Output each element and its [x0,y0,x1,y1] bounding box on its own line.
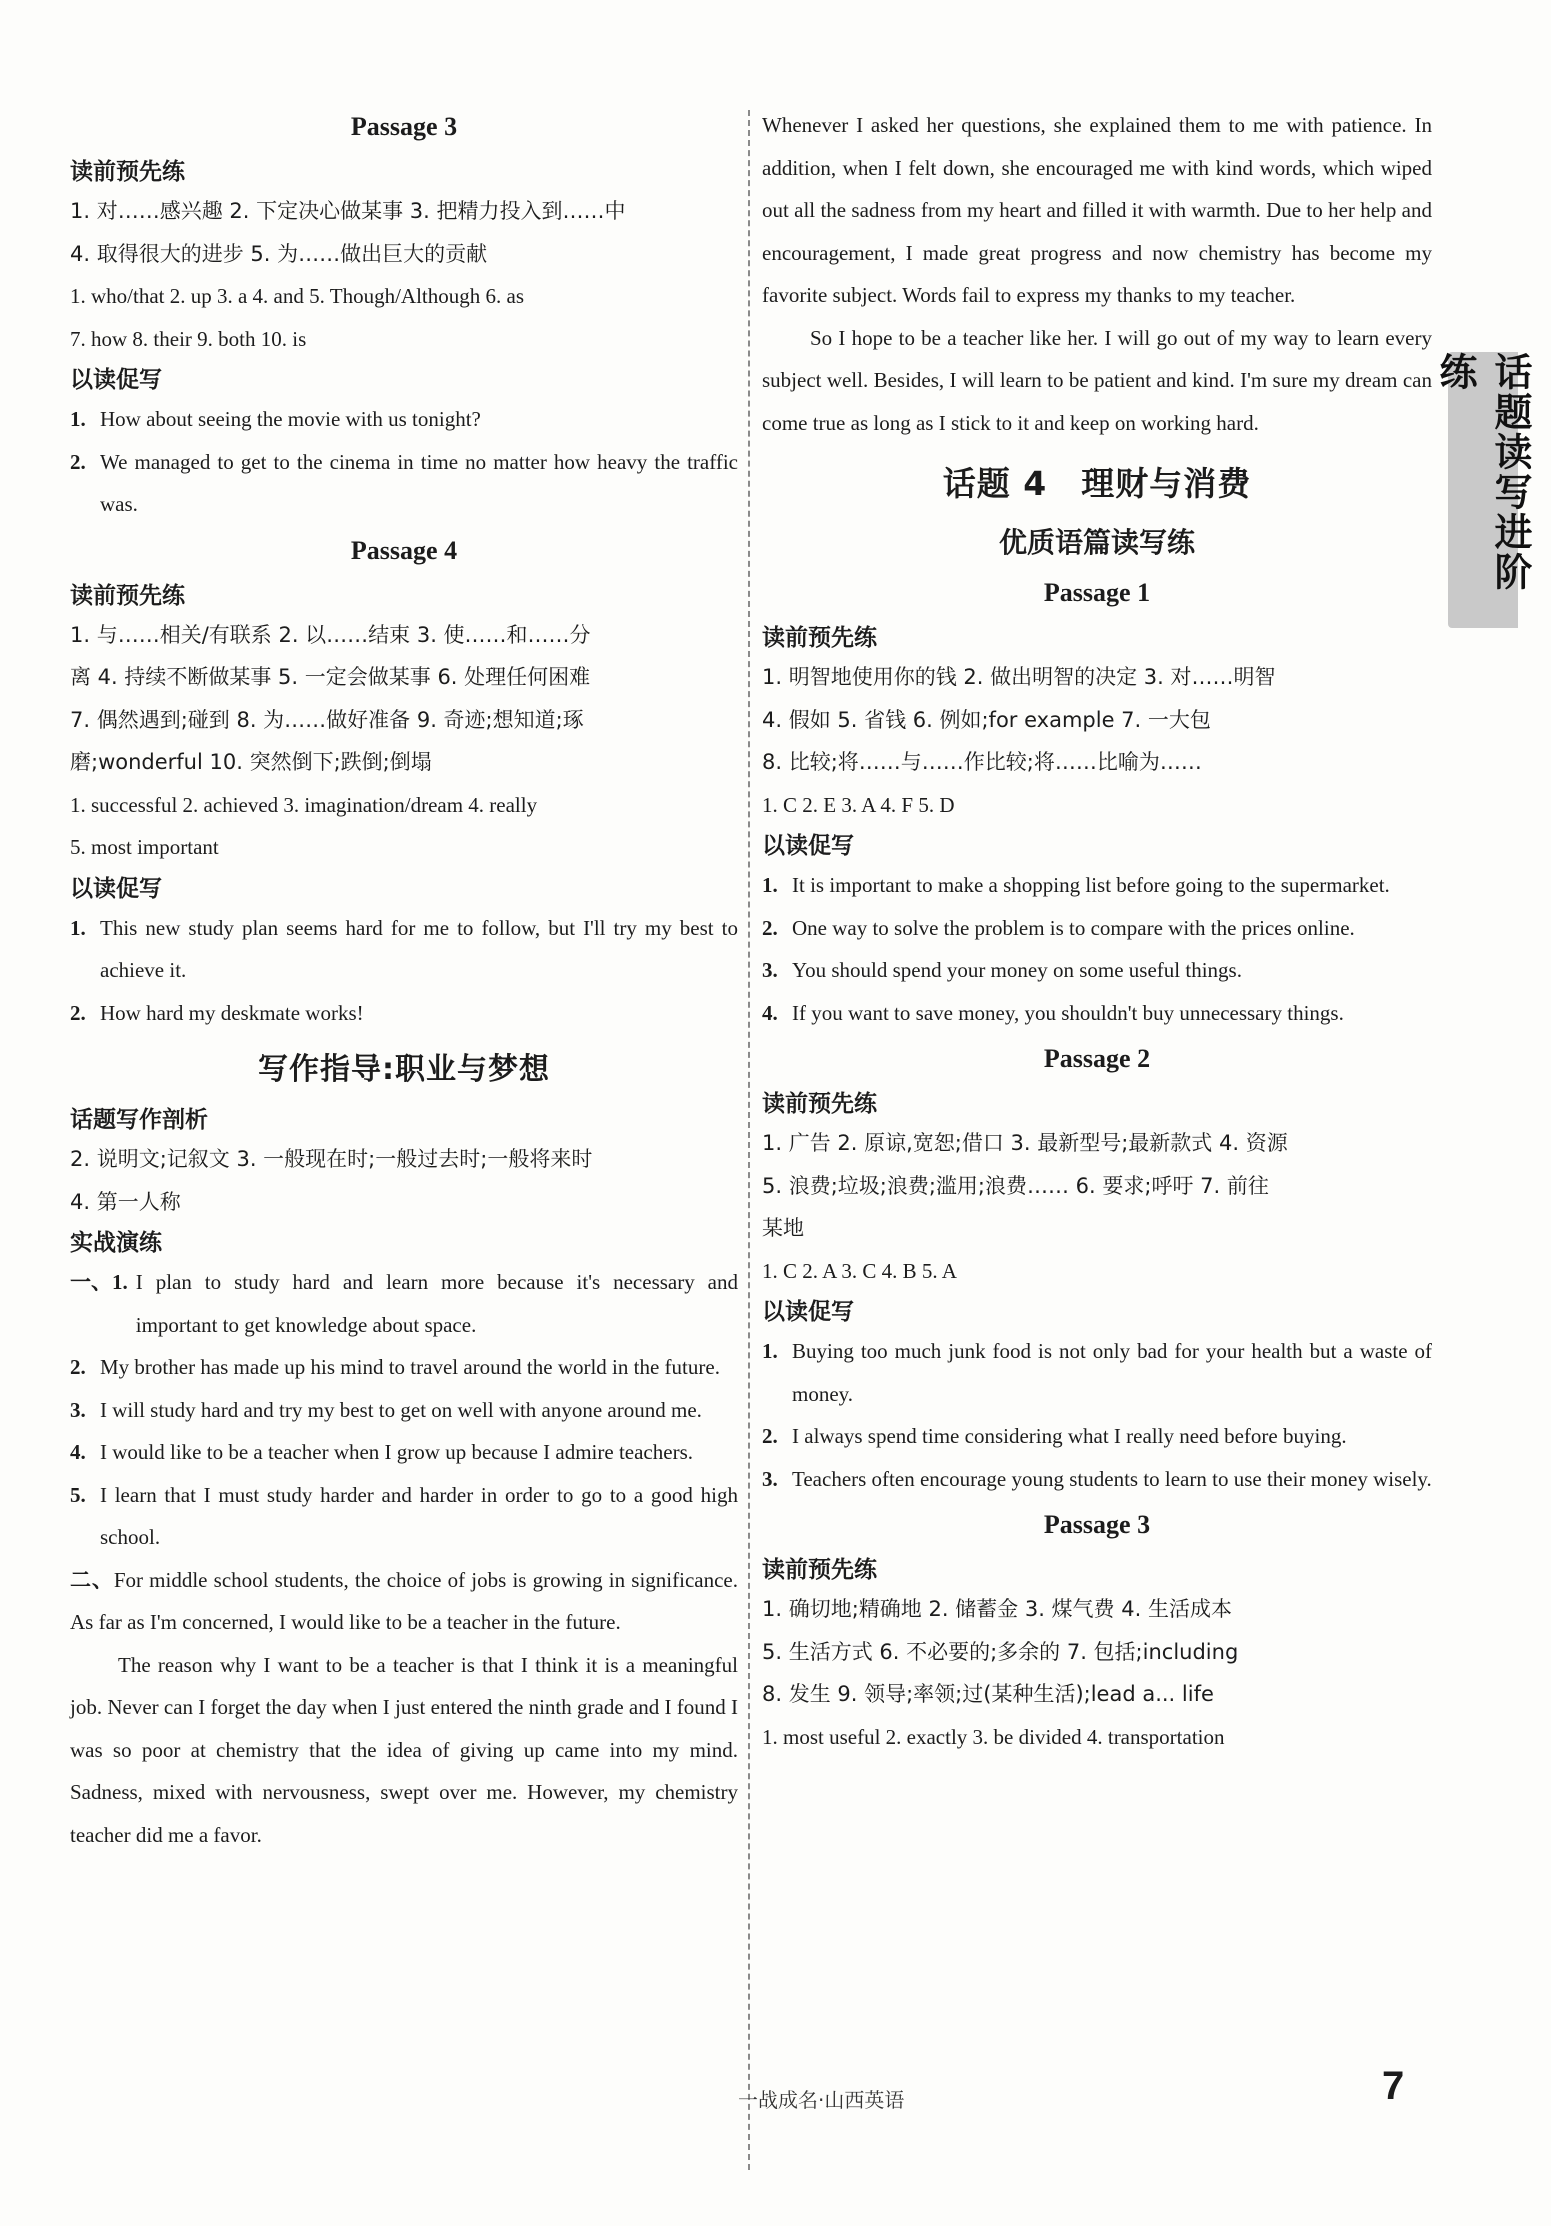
answer-line: 1. 广告 2. 原谅,宽恕;借口 3. 最新型号;最新款式 4. 资源 [762,1131,1288,1155]
right-column [762,104,1432,1758]
essay-text: For middle school students, the choice of jobs is growing in significance. As far as I'm concerned, I would like to be a teacher in the future. [70,1567,738,1634]
sentence: We managed to get to the cinema in time no matter how heavy the traffic was. [100,449,738,516]
answer-line: 离 4. 持续不断做某事 5. 一定会做某事 6. 处理任何困难 [70,665,591,689]
passage-3-title: Passage 3 [1043,1510,1151,1539]
column-divider [748,110,750,2170]
answer-line: 5. 浪费;垃圾;浪费;滥用;浪费…… 6. 要求;呼吁 7. 前往 [762,1173,1269,1198]
page-number: 7 [1382,2064,1405,2108]
footer: 一战成名·山西英语 [738,2088,905,2112]
side-tab [1433,352,1532,628]
sentence: This new study plan seems hard for me to follow, but I'll try my best to achieve it. [100,915,738,982]
sentence: Teachers often encourage young students to learn to use their money wisely. [792,1466,1432,1491]
answer-line: 4. 第一人称 [70,1189,181,1214]
sub-title: 优质语篇读写练 [998,526,1195,559]
list-item [70,1261,738,1346]
list-item: 5. I learn that I must study harder and harder in order to go to a good high school. [70,1474,738,1559]
answer-line: 7. 偶然遇到;碰到 8. 为……做好准备 9. 奇迹;想知道;琢 [70,707,584,732]
answer-line: 1. 对……感兴趣 2. 下定决心做某事 3. 把精力投入到……中 [70,199,626,223]
sentence: One way to solve the problem is to compare with the prices online. [792,915,1355,940]
list-item: 1. Buying too much junk food is not only bad for your health but a waste of money. [762,1330,1432,1415]
essay-paragraph: The reason why I want to be a teacher is that I think it is a meaningful job. Never can I forget the day when I just entered the ninth grade and I found I was so poor at chemistry that the idea of giving up came into my mind. Sadness, mixed with nervousness, swept over me. However, my chemistry teacher did me a favor. [70,1652,738,1847]
answer-line: 8. 比较;将……与……作比较;将……比喻为…… [762,750,1202,774]
section-heading: 读前预先练 [70,159,185,185]
left-column [70,106,738,1856]
list-item: 2. I always spend time considering what I really need before buying. [762,1415,1432,1458]
essay-paragraph [70,1559,738,1644]
section-heading: 话题写作剖析 [70,1107,208,1133]
sentence: I always spend time considering what I really need before buying. [792,1424,1347,1448]
sentence: I will study hard and try my best to get on well with anyone around me. [100,1397,702,1422]
section-heading: 读前预先练 [762,625,877,651]
sentence: I plan to study hard and learn more because it's necessary and important to get knowledge about space. [135,1270,738,1337]
list-item: 3. You should spend your money on some useful things. [762,949,1432,992]
answer-line: 8. 发生 9. 领导;率领;过(某种生活);lead a... life [762,1682,1214,1706]
answer-line: 1. C 2. A 3. C 4. B 5. A [762,1258,957,1283]
item-marker: 一、1. [70,1270,128,1294]
list-item: 4. I would like to be a teacher when I grow up because I admire teachers. [70,1431,738,1474]
list-item: 2. How hard my deskmate works! [70,992,738,1035]
section-heading: 以读促写 [70,875,162,902]
sentence: How about seeing the movie with us tonight? [100,407,481,431]
section-heading: 以读促写 [762,833,854,859]
answer-line: 2. 说明文;记叙文 3. 一般现在时;一般过去时;一般将来时 [70,1147,593,1171]
passage-2-title: Passage 2 [1043,1044,1151,1073]
answer-line: 1. successful 2. achieved 3. imagination/dream 4. really [70,792,538,817]
list-item: 2. One way to solve the problem is to compare with the prices online. [762,907,1432,950]
answer-line: 1. who/that 2. up 3. a 4. and 5. Though/Although 6. as [70,284,524,308]
section-heading: 以读促写 [70,367,162,393]
answer-line: 磨;wonderful 10. 突然倒下;跌倒;倒塌 [70,750,432,774]
list-item: 1. How about seeing the movie with us tonight? [70,398,738,441]
answer-line: 某地 [762,1216,804,1240]
essay-paragraph: So I hope to be a teacher like her. I will go out of my way to learn every subject well. Besides, I will learn to be patient and kind. I'm sure my dream can come true as long as I stick to it and keep on working hard. [762,325,1432,435]
answer-line: 5. most important [70,835,219,859]
sentence: I would like to be a teacher when I grow up because I admire teachers. [100,1440,693,1464]
answer-line: 7. how 8. their 9. both 10. is [70,326,307,351]
answer-line: 1. most useful 2. exactly 3. be divided 4. transportation [762,1724,1225,1749]
section-heading: 读前预先练 [762,1091,877,1117]
section-heading: 读前预先练 [762,1557,877,1583]
writing-guide-title: 写作指导:职业与梦想 [258,1052,550,1087]
sentence: My brother has made up his mind to travel around the world in the future. [100,1355,720,1379]
side-tab-label: 话题读写进阶练 [1433,352,1532,592]
list-item: 4. If you want to save money, you shouldn't buy unnecessary things. [762,992,1432,1035]
section-heading: 读前预先练 [70,582,185,609]
topic-title: 话题 4 理财与消费 [942,464,1252,503]
passage-1-title: Passage 1 [1043,578,1151,607]
sentence: I learn that I must study harder and harder in order to go to a good high school. [100,1482,738,1549]
answer-line: 1. C 2. E 3. A 4. F 5. D [762,792,955,817]
answer-line: 1. 明智地使用你的钱 2. 做出明智的决定 3. 对……明智 [762,665,1276,689]
answer-line: 5. 生活方式 6. 不必要的;多余的 7. 包括;including [762,1639,1239,1664]
answer-line: 1. 与……相关/有联系 2. 以……结束 3. 使……和……分 [70,622,591,647]
list-item: 1. It is important to make a shopping list before going to the supermarket. [762,864,1432,907]
list-item: 2. My brother has made up his mind to travel around the world in the future. [70,1346,738,1389]
list-item: 3. Teachers often encourage young students to learn to use their money wisely. [762,1458,1432,1501]
answer-line: 4. 假如 5. 省钱 6. 例如;for example 7. 一大包 [762,707,1211,732]
passage-4-title: Passage 4 [350,535,458,565]
sentence: How hard my deskmate works! [100,1000,364,1025]
list-item: 3. I will study hard and try my best to get on well with anyone around me. [70,1389,738,1432]
sentence: Buying too much junk food is not only bad for your health but a waste of money. [792,1339,1432,1406]
essay-paragraph: Whenever I asked her questions, she explained them to me with patience. In addition, when I felt down, she encouraged me with kind words, which wiped out all the sadness from my heart and filled it with warmth. Due to her help and encouragement, I made great progress and now chemistry has become my favorite subject. Words fail to express my thanks to my teacher. [762,113,1432,307]
sentence: You should spend your money on some useful things. [792,958,1242,982]
list-item: 2. We managed to get to the cinema in time no matter how heavy the traffic was. [70,441,738,526]
answer-line: 4. 取得很大的进步 5. 为……做出巨大的贡献 [70,241,488,266]
section-heading: 以读促写 [762,1299,854,1325]
essay-marker: 二、 [70,1567,114,1592]
sentence: It is important to make a shopping list before going to the supermarket. [792,873,1390,897]
sentence: If you want to save money, you shouldn't buy unnecessary things. [792,1000,1344,1025]
answer-line: 1. 确切地;精确地 2. 储蓄金 3. 煤气费 4. 生活成本 [762,1597,1232,1621]
passage-3-title: Passage 3 [350,112,458,141]
section-heading: 实战演练 [70,1230,162,1256]
list-item: 1. This new study plan seems hard for me to follow, but I'll try my best to achieve it. [70,907,738,992]
